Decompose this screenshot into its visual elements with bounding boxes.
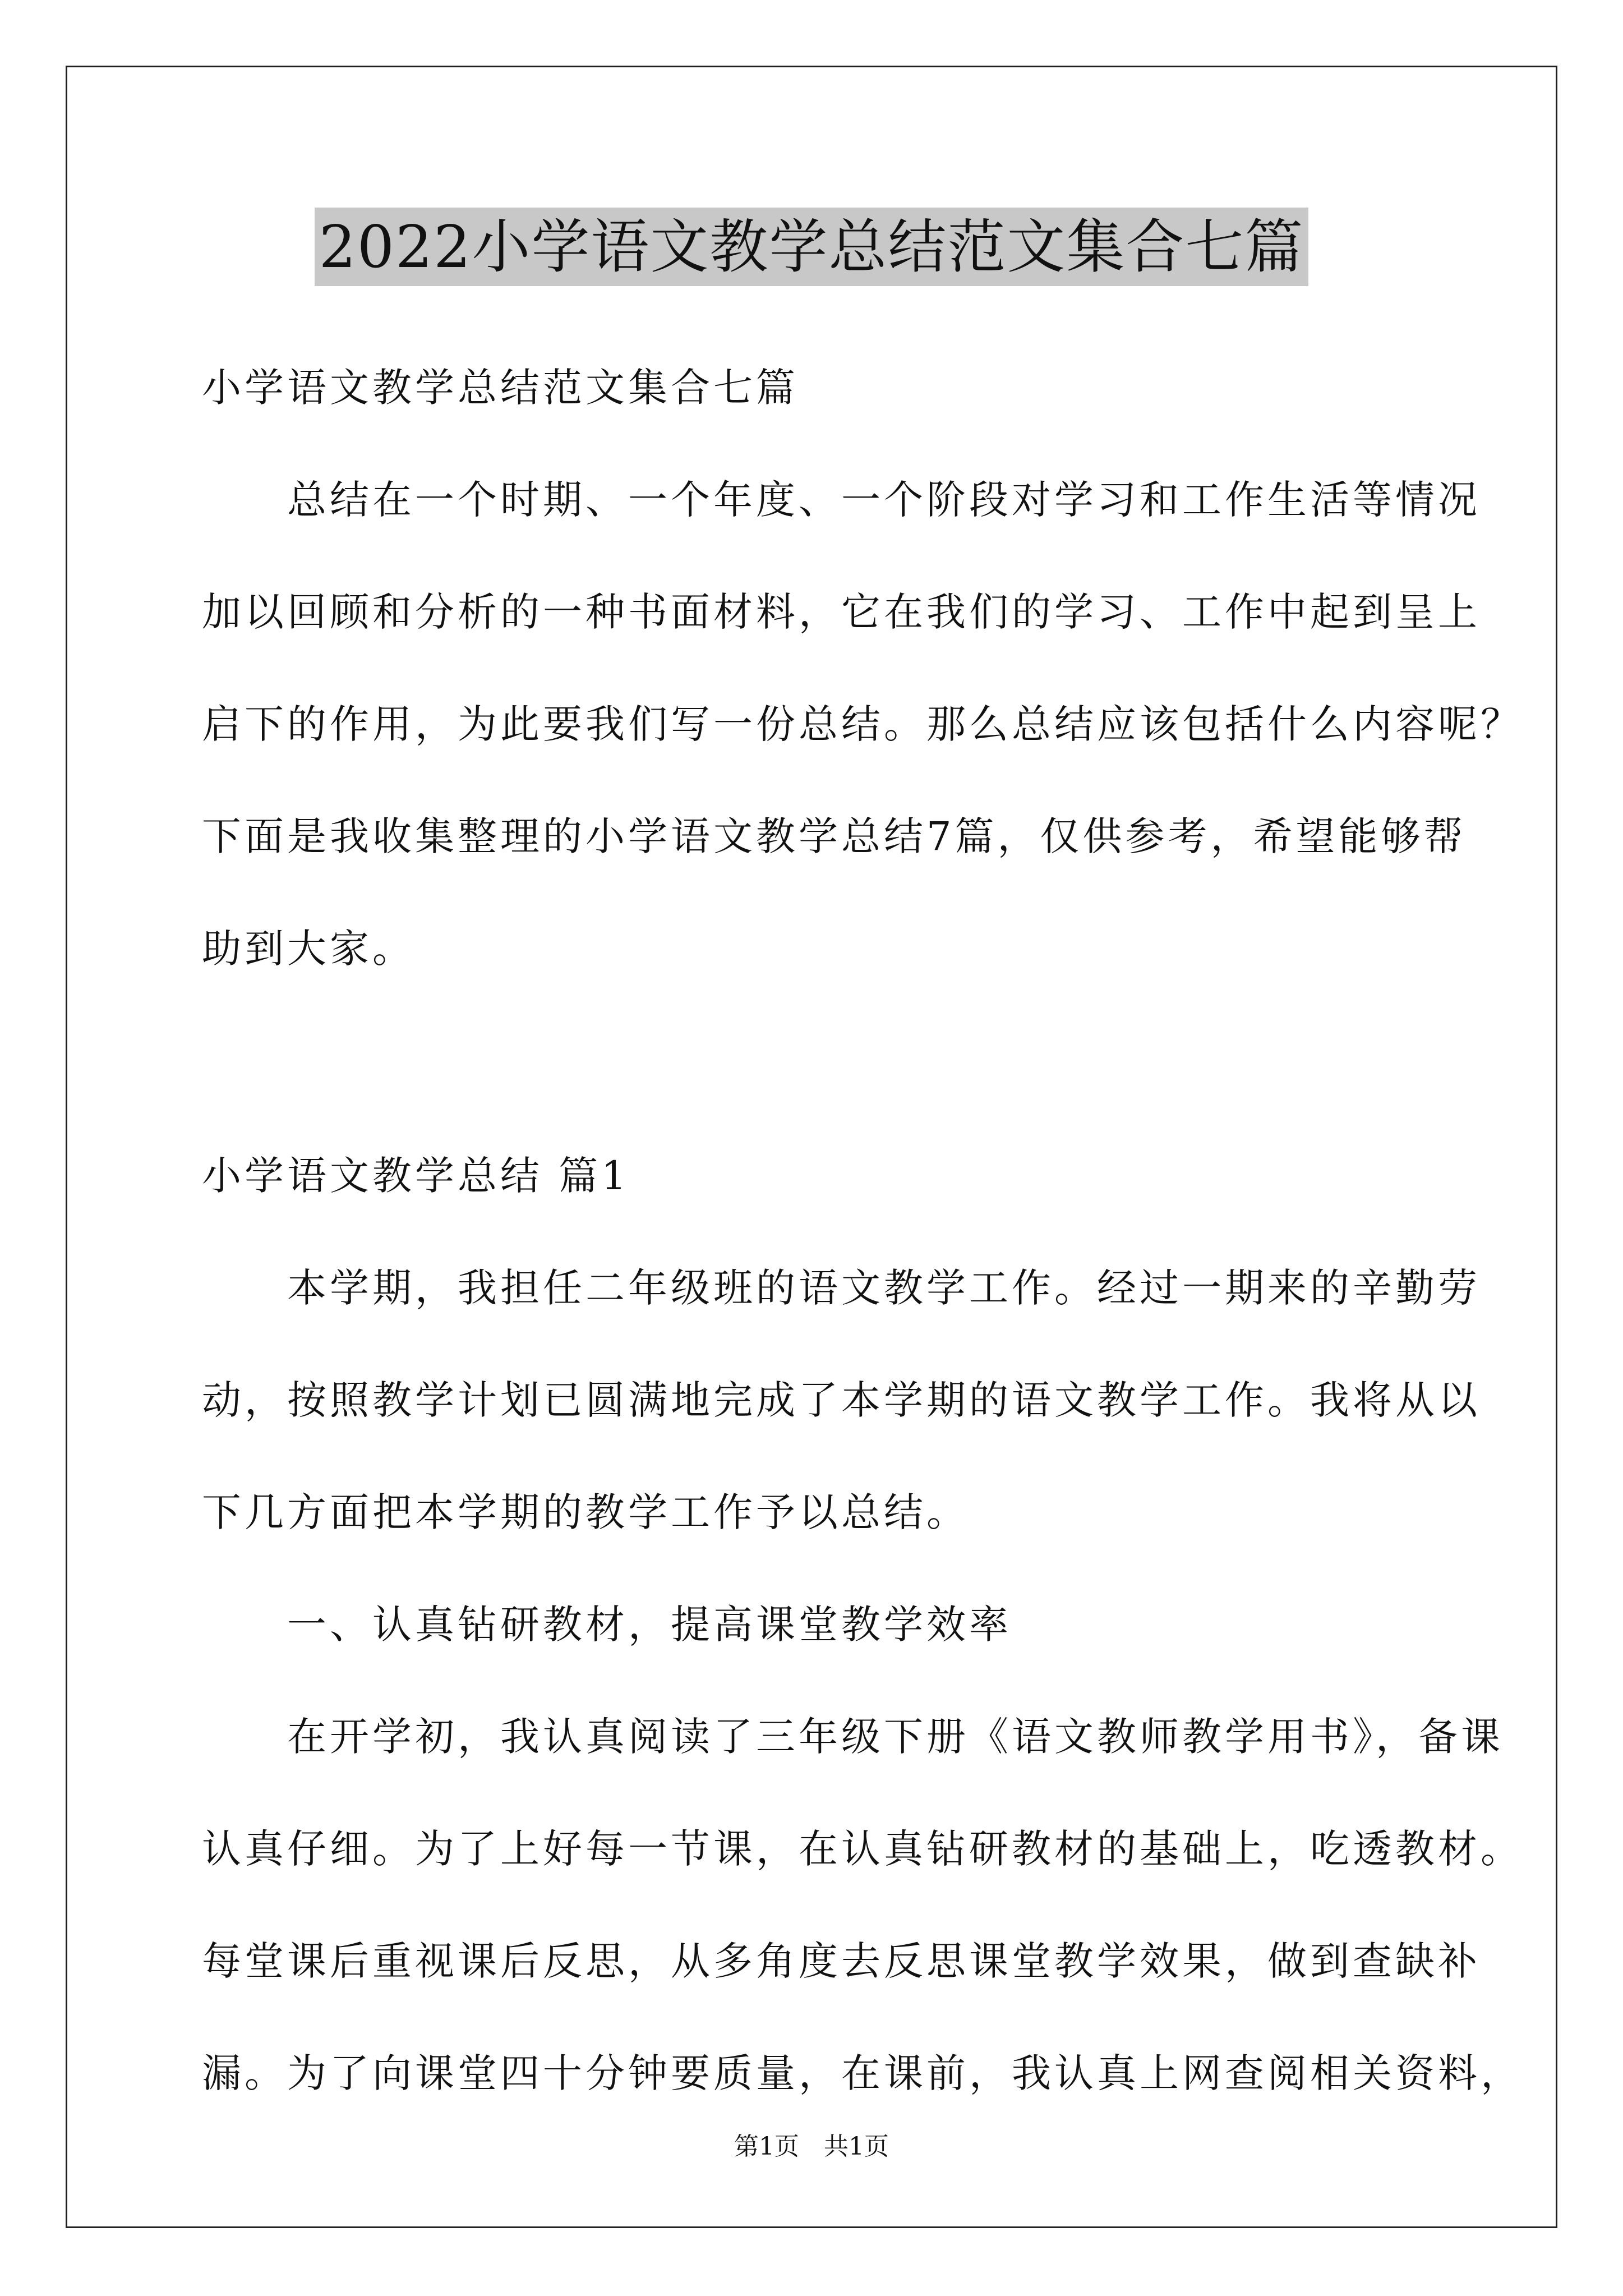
body-line: 下面是我收集整理的小学语文教学总结7篇，仅供参考，希望能够帮: [202, 813, 1467, 859]
body-line: 认真仔细。为了上好每一节课，在认真钻研教材的基础上，吃透教材。: [202, 1826, 1523, 1872]
body-line: 加以回顾和分析的一种书面材料，它在我们的学习、工作中起到呈上: [202, 589, 1481, 635]
body-line: 一、认真钻研教材，提高课堂教学效率: [202, 1602, 1012, 1648]
body-line: 每堂课后重视课后反思，从多角度去反思课堂教学效果，做到查缺补: [202, 1938, 1481, 1984]
section-heading: 小学语文教学总结 篇1: [202, 1153, 630, 1199]
subtitle-line: 小学语文教学总结范文集合七篇: [202, 365, 799, 411]
page-footer: 第1页 共1页: [734, 2132, 889, 2161]
body-line: 动，按照教学计划已圆满地完成了本学期的语文教学工作。我将从以: [202, 1377, 1481, 1423]
title-container: [0, 208, 1623, 286]
document-title: 2022小学语文教学总结范文集合七篇: [315, 208, 1309, 286]
body-line: 本学期，我担任二年级班的语文教学工作。经过一期来的辛勤劳: [202, 1265, 1481, 1311]
body-line: 总结在一个时期、一个年度、一个阶段对学习和工作生活等情况: [202, 477, 1481, 523]
body-line: 启下的作用，为此要我们写一份总结。那么总结应该包括什么内容呢？: [202, 701, 1523, 747]
body-line: 在开学初，我认真阅读了三年级下册《语文教师教学用书》，备课: [202, 1714, 1504, 1760]
body-line: 助到大家。: [202, 926, 415, 972]
body-line: 下几方面把本学期的教学工作予以总结。: [202, 1489, 969, 1535]
body-line: 漏。为了向课堂四十分钟要质量，在课前，我认真上网查阅相关资料，: [202, 2050, 1523, 2096]
